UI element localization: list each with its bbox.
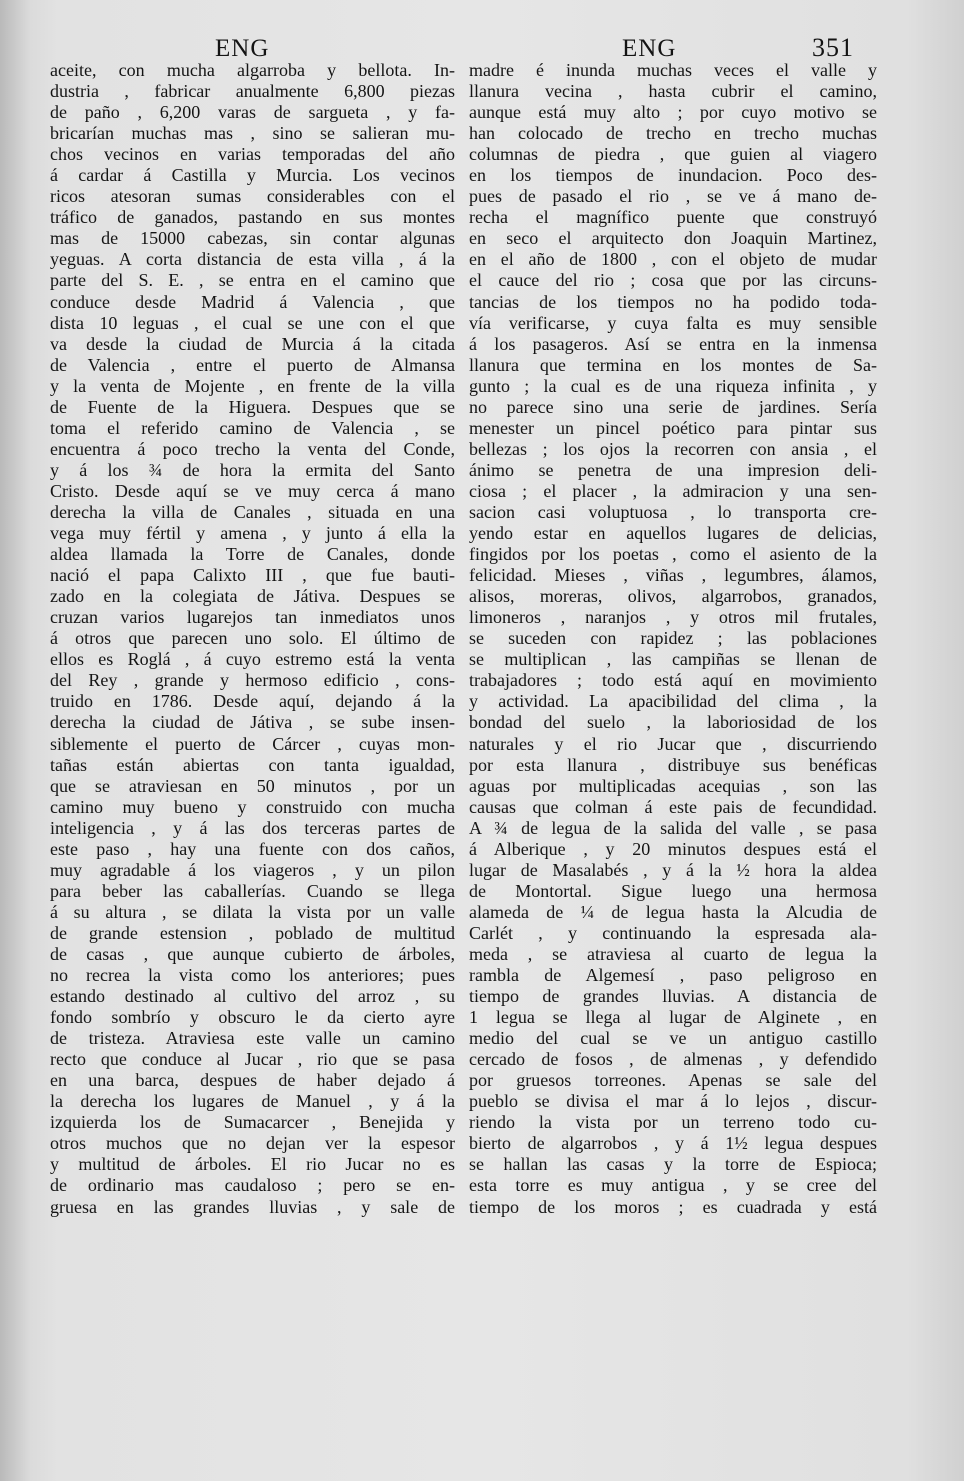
text-line: felicidad. Mieses , viñas , legumbres, álamos, [469,565,877,586]
text-line: recto que conduce al Jucar , rio que se pasa [50,1049,455,1070]
text-line: va desde la ciudad de Murcia á la citada [50,333,455,354]
text-line: naturales y el rio Jucar que , discurriendo [469,733,877,754]
text-line: truido en 1786. Desde aquí, dejando á la [50,691,455,712]
text-line: bricarían muchas mas , sino se salieran mu- [50,123,455,144]
text-line: causas que colman á este pais de fecundidad. [469,796,877,817]
text-line: bellezas ; los ojos la recorren con ansia , el [469,438,877,459]
text-line: aldea llamada la Torre de Canales, donde [50,544,455,565]
text-line: en el año de 1800 , con el objeto de mudar [469,249,877,270]
text-line: no recrea la vista como los anteriores; pues [50,965,455,986]
text-line: tancias de los tiempos no ha podido toda- [469,291,877,312]
text-line: tiempo de los moros ; es cuadrada y está [469,1196,877,1217]
text-line: nació el papa Calixto III , que fue bauti- [50,565,455,586]
page-fold-shadow [0,0,30,1481]
text-line: que se atraviesan en 50 minutos , por un [50,775,455,796]
text-line: mas de 15000 cabezas, sin contar algunas [50,228,455,249]
text-line: el cauce del rio ; cosa que por las circuns- [469,270,877,291]
text-line: riendo la vista por un terreno todo cu- [469,1112,877,1133]
text-line: yeguas. A corta distancia de esta villa , á la [50,249,455,270]
text-line: y multitud de árboles. El rio Jucar no es [50,1154,455,1175]
text-line: toma el referido camino de Valencia , se [50,417,455,438]
text-line: dista 10 leguas , el cual se une con el que [50,312,455,333]
text-line: de grande estension , poblado de multitud [50,922,455,943]
text-line: rambla de Algemesí , paso peligroso en [469,965,877,986]
text-line: madre é inunda muchas veces el valle y [469,60,877,80]
text-line: cruzan varios lugarejos tan inmediatos unos [50,607,455,628]
text-line: de ordinario mas caudaloso ; pero se en- [50,1175,455,1196]
text-line: estando destinado al cultivo del arroz , su [50,986,455,1007]
text-line: sacion casi voluptuosa , lo transporta cre- [469,501,877,522]
text-line: siblemente el puerto de Cárcer , cuyas mon- [50,733,455,754]
text-line: gunto ; la cual es de una riqueza infinita , y [469,375,877,396]
text-line: A ¾ de legua de la salida del valle , se pasa [469,817,877,838]
text-line: bondad del suelo , la laboriosidad de los [469,712,877,733]
text-line: y á los ¾ de hora la ermita del Santo [50,459,455,480]
text-line: aguas por multiplicadas acequias , son las [469,775,877,796]
text-line: á otros que parecen uno solo. El último de [50,628,455,649]
text-line: de Montortal. Sigue luego una hermosa [469,880,877,901]
text-line: alameda de ¼ de legua hasta la Alcudia de [469,901,877,922]
text-line: vega muy fértil y amena , y junto á ella la [50,523,455,544]
text-line: se multiplican , las campiñas se llenan de [469,649,877,670]
text-line: no parece sino una serie de jardines. Sería [469,396,877,417]
text-line: este paso , hay una fuente con dos caños, [50,838,455,859]
text-line: ciosa ; el placer , la admiracion y una sen- [469,480,877,501]
text-line: tráfico de ganados, pastando en sus montes [50,207,455,228]
text-line: lugar de Masalabés , y á la ½ hora la aldea [469,859,877,880]
text-line: fondo sombrío y obscuro le da cierto ayre [50,1007,455,1028]
text-line: por esta llanura , distribuye sus benéficas [469,754,877,775]
text-line: á los pasageros. Así se entra en la inmensa [469,333,877,354]
text-line: alisos, moreras, olivos, algarrobos, granados, [469,586,877,607]
text-line: camino muy bueno y construido con mucha [50,796,455,817]
text-line: llanura vecina , hasta cubrir el camino, [469,81,877,102]
text-line: Carlét , y continuando la espresada ala- [469,922,877,943]
text-line: á Alberique , y 20 minutos despues está el [469,838,877,859]
text-line: llanura que termina en los montes de Sa- [469,354,877,375]
text-line: de Fuente de la Higuera. Despues que se [50,396,455,417]
text-line: fingidos por los poetas , como el asiento de la [469,544,877,565]
page-number: 351 [812,33,854,62]
text-line: 1 legua se llega al lugar de Alginete , en [469,1007,877,1028]
text-line: esta torre es muy antigua , y se cree del [469,1175,877,1196]
text-line: á cardar á Castilla y Murcia. Los vecinos [50,165,455,186]
text-line: en seco el arquitecto don Joaquin Martinez, [469,228,877,249]
text-line: tañas están abiertas con tanta igualdad, [50,754,455,775]
text-line: ánimo se penetra de una impresion deli- [469,459,877,480]
running-head-right: ENG [622,35,677,62]
text-line: y actividad. La apacibilidad del clima , la [469,691,877,712]
text-line: yendo estar en aquellos lugares de delicias, [469,523,877,544]
text-line: otros muchos que no dejan ver la espesor [50,1133,455,1154]
text-line: encuentra á poco trecho la venta del Conde, [50,438,455,459]
text-line: ellos es Roglá , á cuyo estremo está la venta [50,649,455,670]
text-line: pueblo se divisa el mar á lo lejos , discur- [469,1091,877,1112]
text-line: dustria , fabricar anualmente 6,800 piezas [50,81,455,102]
text-line: han colocado de trecho en trecho muchas [469,123,877,144]
text-line: derecha la ciudad de Játiva , se sube insen- [50,712,455,733]
text-line: de Valencia , entre el puerto de Almansa [50,354,455,375]
text-line: trabajadores ; todo está aquí en movimiento [469,670,877,691]
running-head-left: ENG [215,35,270,62]
text-line: vía verificarse, y cuya falta es muy sensible [469,312,877,333]
text-line: por gruesos torreones. Apenas se sale del [469,1070,877,1091]
text-line: conduce desde Madrid á Valencia , que [50,291,455,312]
text-line: limoneros , naranjos , y otros mil frutales, [469,607,877,628]
text-line: medio del cual se ve un antiguo castillo [469,1028,877,1049]
text-line: en una barca, despues de haber dejado á [50,1070,455,1091]
left-text-column [50,60,455,1218]
text-line: á su altura , se dilata la vista por un valle [50,901,455,922]
text-line: cercado de fosos , de almenas , y defendido [469,1049,877,1070]
text-line: izquierda los de Sumacarcer , Benejida y [50,1112,455,1133]
text-line: tiempo de grandes lluvias. A distancia de [469,986,877,1007]
text-line: para beber las caballerías. Cuando se llega [50,880,455,901]
text-line: zado en la colegiata de Játiva. Despues se [50,586,455,607]
text-line: recha el magnífico puente que construyó [469,207,877,228]
text-line: chos vecinos en varias temporadas del año [50,144,455,165]
text-line: parte del S. E. , se entra en el camino que [50,270,455,291]
text-line: inteligencia , y á las dos terceras partes de [50,817,455,838]
text-line: se hallan las casas y la torre de Espioca; [469,1154,877,1175]
text-line: menester un pincel poético para pintar sus [469,417,877,438]
text-line: derecha la villa de Canales , situada en una [50,501,455,522]
text-line: en los tiempos de inundacion. Poco des- [469,165,877,186]
right-text-column [469,60,877,1218]
text-line: de casas , que aunque cubierto de árboles, [50,943,455,964]
text-line: bierto de algarrobos , y á 1½ legua despues [469,1133,877,1154]
text-line: de tristeza. Atraviesa este valle un camino [50,1028,455,1049]
text-line: y la venta de Mojente , en frente de la villa [50,375,455,396]
text-line: la derecha los lugares de Manuel , y á la [50,1091,455,1112]
text-line: aceite, con mucha algarroba y bellota. In- [50,60,455,80]
text-line: muy agradable á los viageros , y un pilon [50,859,455,880]
text-line: Cristo. Desde aquí se ve muy cerca á mano [50,480,455,501]
text-line: se suceden con rapidez ; las poblaciones [469,628,877,649]
text-line: de paño , 6,200 varas de sargueta , y fa- [50,102,455,123]
text-line: columnas de piedra , que guien al viagero [469,144,877,165]
text-line: aunque está muy alto ; por cuyo motivo se [469,102,877,123]
text-line: pues de pasado el rio , se ve á mano de- [469,186,877,207]
text-line: ricos atesoran sumas considerables con el [50,186,455,207]
text-line: gruesa en las grandes lluvias , y sale de [50,1196,455,1217]
text-line: del Rey , grande y hermoso edificio , cons- [50,670,455,691]
text-line: meda , se atraviesa al cuarto de legua la [469,943,877,964]
